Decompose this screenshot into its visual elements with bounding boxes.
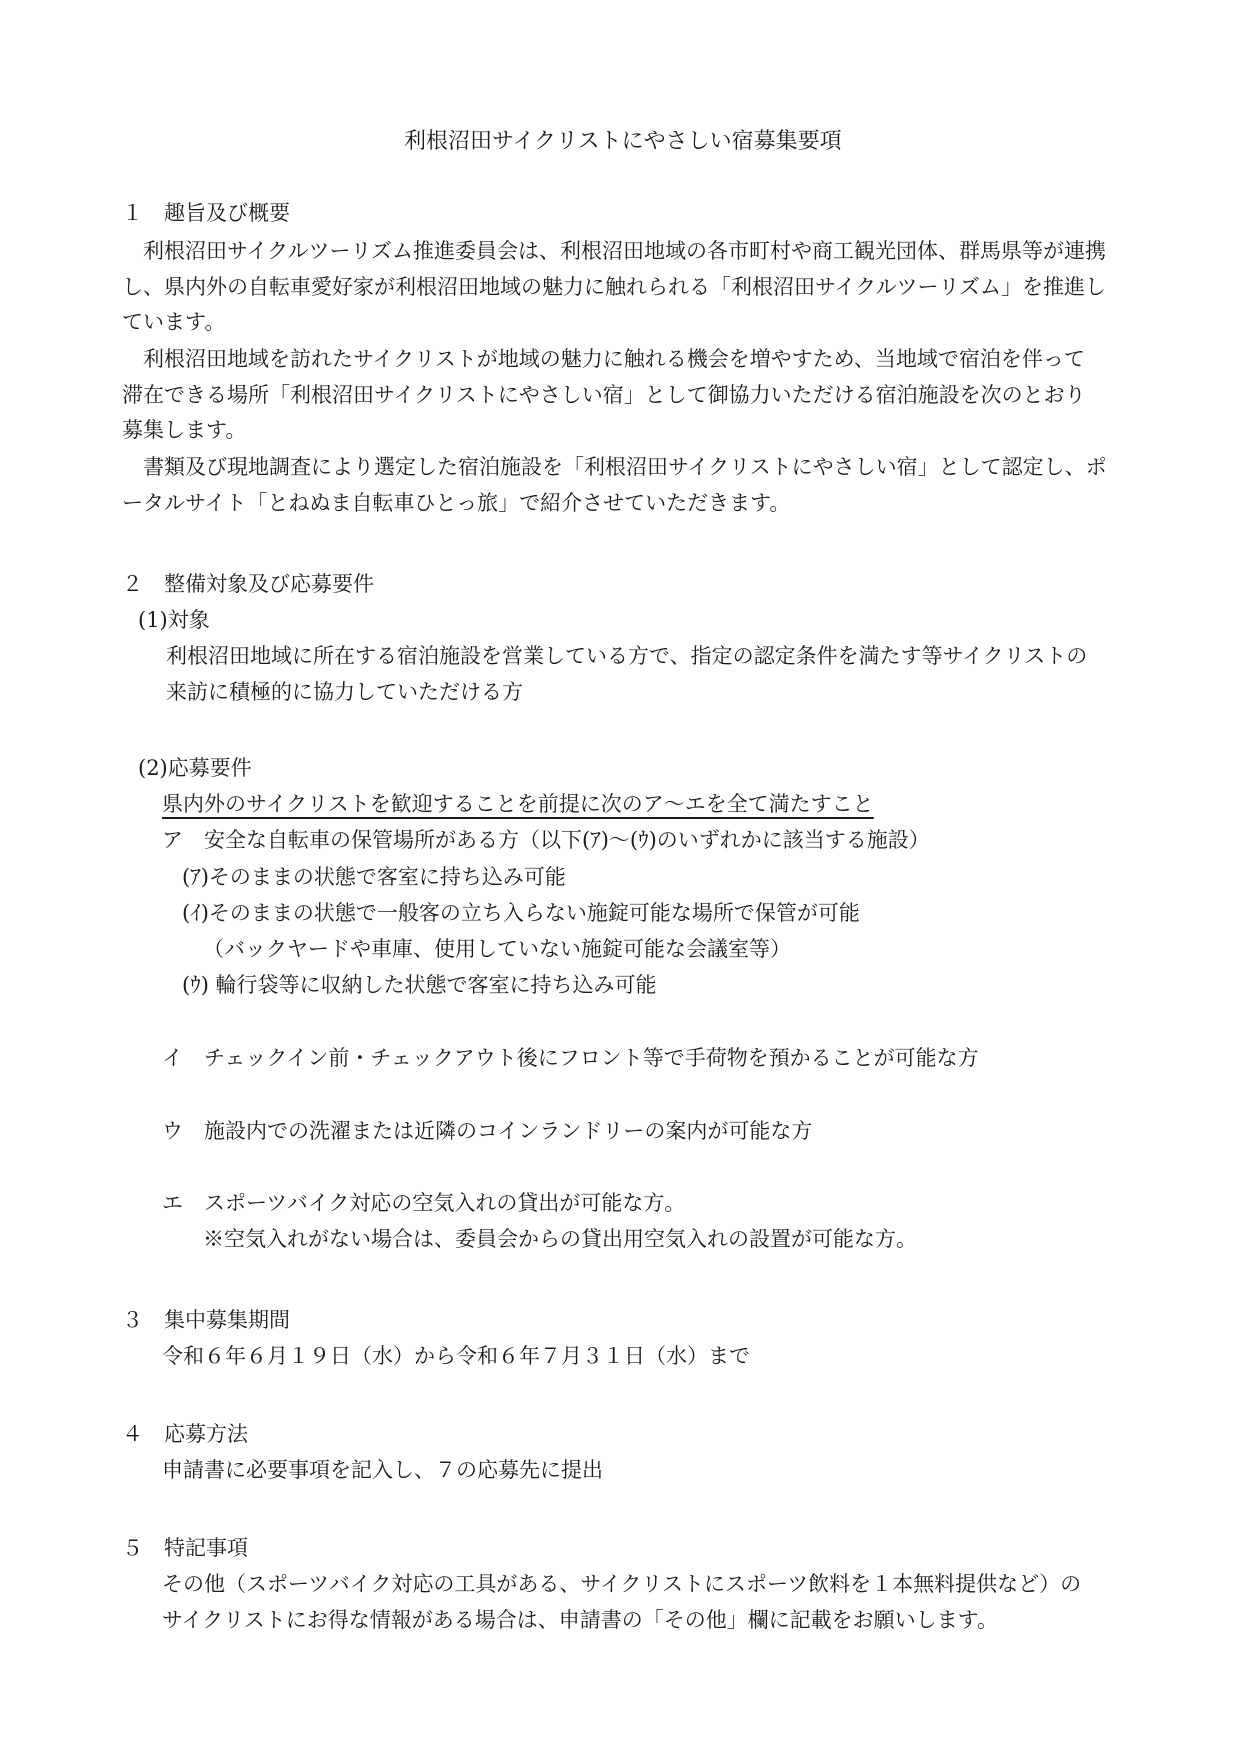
paragraph-line: 利根沼田サイクルツーリズム推進委員会は、利根沼田地域の各市町村や商工観光団体、群馬県等が連携 [122, 239, 1107, 263]
paragraph-line: 利根沼田地域に所在する宿泊施設を営業している方で、指定の認定条件を満たす等サイクリストの [166, 644, 1088, 668]
application-method: 申請書に必要事項を記入し、７の応募先に提出 [162, 1458, 603, 1482]
requirement-a-note: （バックヤードや車庫、使用していない施錠可能な会議室等） [203, 937, 791, 961]
section-3-heading: ３ 集中募集期間 [122, 1308, 290, 1332]
requirement-a-option: (ｳ) 輪行袋等に収納した状態で客室に持ち込み可能 [182, 973, 657, 997]
requirement-a: ア 安全な自転車の保管場所がある方（以下(ｱ)～(ｳ)のいずれかに該当する施設） [162, 828, 930, 852]
paragraph-line: 募集します。 [122, 418, 247, 442]
paragraph-line: 滞在できる場所「利根沼田サイクリストにやさしい宿」として御協力いただける宿泊施設を次のとおり [122, 383, 1086, 407]
section-5-heading: ５ 特記事項 [122, 1536, 248, 1560]
paragraph-line: 来訪に積極的に協力していただける方 [166, 680, 523, 704]
paragraph-line: 利根沼田地域を訪れたサイクリストが地域の魅力に触れる機会を増やすため、当地域で宿泊を伴って [122, 347, 1085, 371]
section-4-heading: ４ 応募方法 [122, 1422, 248, 1446]
section-1-heading: １ 趣旨及び概要 [122, 201, 290, 225]
subsection-2-heading: (2)応募要件 [138, 756, 252, 780]
recruitment-period: 令和６年６月１９日（水）から令和６年７月３１日（水）まで [162, 1344, 750, 1368]
section-2-heading: ２ 整備対象及び応募要件 [122, 572, 374, 596]
paragraph-line: その他（スポーツバイク対応の工具がある、サイクリストにスポーツ飲料を１本無料提供など）の [162, 1572, 1082, 1596]
requirement-a-option: (ｱ)そのままの状態で客室に持ち込み可能 [182, 865, 566, 889]
paragraph-line: 書類及び現地調査により選定した宿泊施設を「利根沼田サイクリストにやさしい宿」として認定し、ポ [122, 455, 1107, 479]
paragraph-line: ータルサイト「とねぬま自転車ひとっ旅」で紹介させていただきます。 [122, 491, 791, 515]
requirement-u: ウ 施設内での洗濯または近隣のコインランドリーの案内が可能な方 [162, 1119, 813, 1143]
requirements-lead: 県内外のサイクリストを歓迎することを前提に次のア～エを全て満たすこと [162, 792, 874, 816]
requirement-i: イ チェックイン前・チェックアウト後にフロント等で手荷物を預かることが可能な方 [162, 1046, 979, 1070]
requirement-e: エ スポーツバイク対応の空気入れの貸出が可能な方。 [162, 1191, 686, 1215]
paragraph-line: し、県内外の自転車愛好家が利根沼田地域の魅力に触れられる「利根沼田サイクルツーリズム」を推進し [122, 275, 1107, 299]
paragraph-line: ています。 [122, 310, 226, 334]
page-title: 利根沼田サイクリストにやさしい宿募集要項 [404, 129, 842, 154]
paragraph-line: サイクリストにお得な情報がある場合は、申請書の「その他」欄に記載をお願いします。 [162, 1608, 999, 1632]
requirement-e-note: ※空気入れがない場合は、委員会からの貸出用空気入れの設置が可能な方。 [203, 1227, 917, 1251]
requirement-a-option: (ｲ)そのままの状態で一般客の立ち入らない施錠可能な場所で保管が可能 [182, 901, 860, 925]
subsection-1-heading: (1)対象 [138, 608, 210, 632]
